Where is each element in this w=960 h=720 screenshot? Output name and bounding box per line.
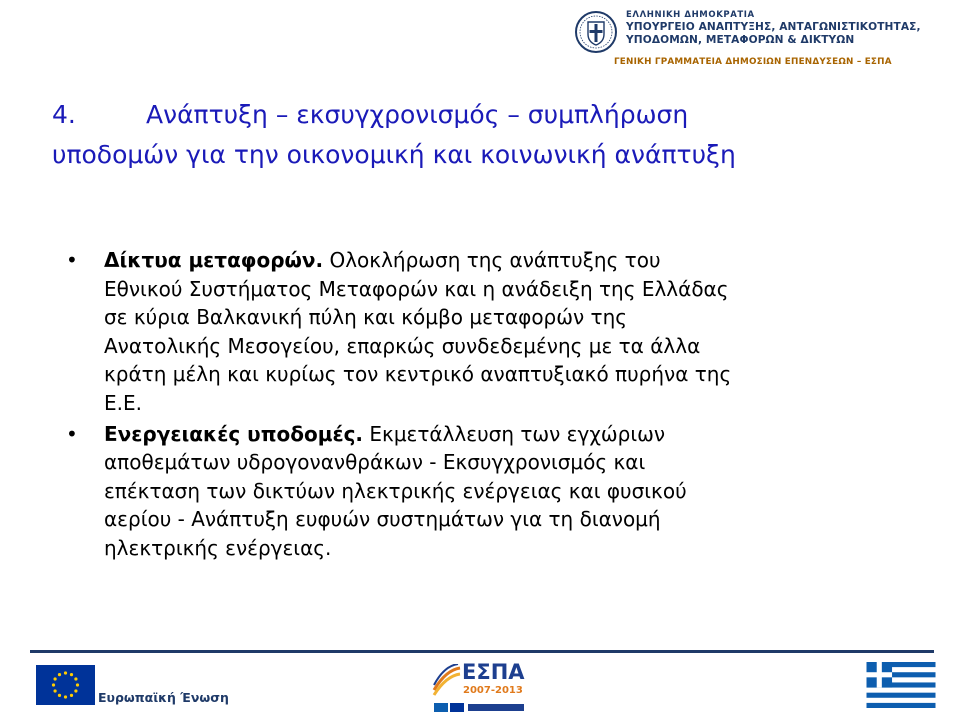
bullet-line: Ανατολικής Μεσογείου, επαρκώς συνδεδεμένης με τα άλλα — [104, 333, 701, 358]
header-line-ministry: ΥΠΟΥΡΓΕΙΟ ΑΝΑΠΤΥΞΗΣ, ΑΝΤΑΓΩΝΙΣΤΙΚΟΤΗΤΑΣ, — [626, 21, 921, 33]
title-line-2: υποδομών για την οικονομική και κοινωνική ανάπτυξη — [52, 140, 736, 169]
bullet-marker: • — [66, 248, 78, 272]
header-line-ministry-cont: ΥΠΟΔΟΜΩΝ, ΜΕΤΑΦΟΡΩΝ & ΔΙΚΤΥΩΝ — [626, 34, 855, 46]
bullet-marker: • — [66, 421, 78, 446]
espa-logo — [432, 660, 526, 718]
ministry-header — [574, 8, 954, 72]
bullet-line: ηλεκτρικής ενέργειας. — [104, 535, 332, 560]
greek-flag-icon — [866, 662, 936, 708]
bullet-line: κράτη μέλη και κυρίως τον κεντρικό αναπτυξιακό πυρήνα της — [104, 362, 732, 387]
bullet-line: επέκταση των δικτύων ηλεκτρικής ενέργειας και φυσικού — [104, 478, 687, 503]
title-line-1 — [52, 95, 912, 135]
bullet-text: Ολοκλήρωση της ανάπτυξης του — [323, 248, 661, 272]
header-line-republic: ΕΛΛΗΝΙΚΗ ΔΗΜΟΚΡΑΤΙΑ — [626, 10, 755, 20]
bullet-heading: Ενεργειακές υποδομές. — [104, 421, 364, 446]
bullet-line: αποθεμάτων υδρογονανθράκων - Εκσυγχρονισμός και — [104, 450, 646, 475]
bullet-item-energy — [64, 420, 924, 563]
bullet-line — [104, 246, 924, 275]
espa-partner-strip-icon — [434, 703, 524, 712]
bullet-heading: Δίκτυα μεταφορών. — [104, 248, 324, 272]
bullet-line: Εθνικού Συστήματος Μεταφορών και η ανάδειξη της Ελλάδας — [104, 276, 729, 301]
bullet-line: σε κύρια Βαλκανική πύλη και κόμβο μεταφορών της — [104, 305, 627, 330]
bullet-line — [104, 420, 924, 449]
bullet-item-transport — [64, 246, 924, 418]
eu-label: Ευρωπαϊκή Ένωση — [98, 690, 229, 705]
bullet-line: Ε.Ε. — [104, 390, 142, 415]
greek-coat-of-arms-icon — [574, 10, 618, 54]
eu-flag-icon — [36, 665, 95, 705]
bullet-list — [64, 246, 924, 565]
espa-years: 2007-2013 — [463, 685, 523, 696]
espa-word: ΕΣΠΑ — [462, 660, 525, 684]
title-text-1: Ανάπτυξη – εκσυγχρονισμός – συμπλήρωση — [146, 100, 689, 129]
espa-swoosh-icon — [432, 664, 462, 698]
bullet-line: αερίου - Ανάπτυξη ευφυών συστημάτων για τη διανομή — [104, 507, 661, 532]
bullet-text: Εκμετάλλευση των εγχώριων — [363, 421, 665, 446]
slide-title — [52, 95, 912, 175]
footer-divider — [30, 650, 934, 653]
title-number: 4. — [52, 100, 76, 129]
secretariat-label: ΓΕΝΙΚΗ ΓΡΑΜΜΑΤΕΙΑ ΔΗΜΟΣΙΩΝ ΕΠΕΝΔΥΣΕΩΝ – ΕΣΠΑ — [614, 57, 892, 67]
